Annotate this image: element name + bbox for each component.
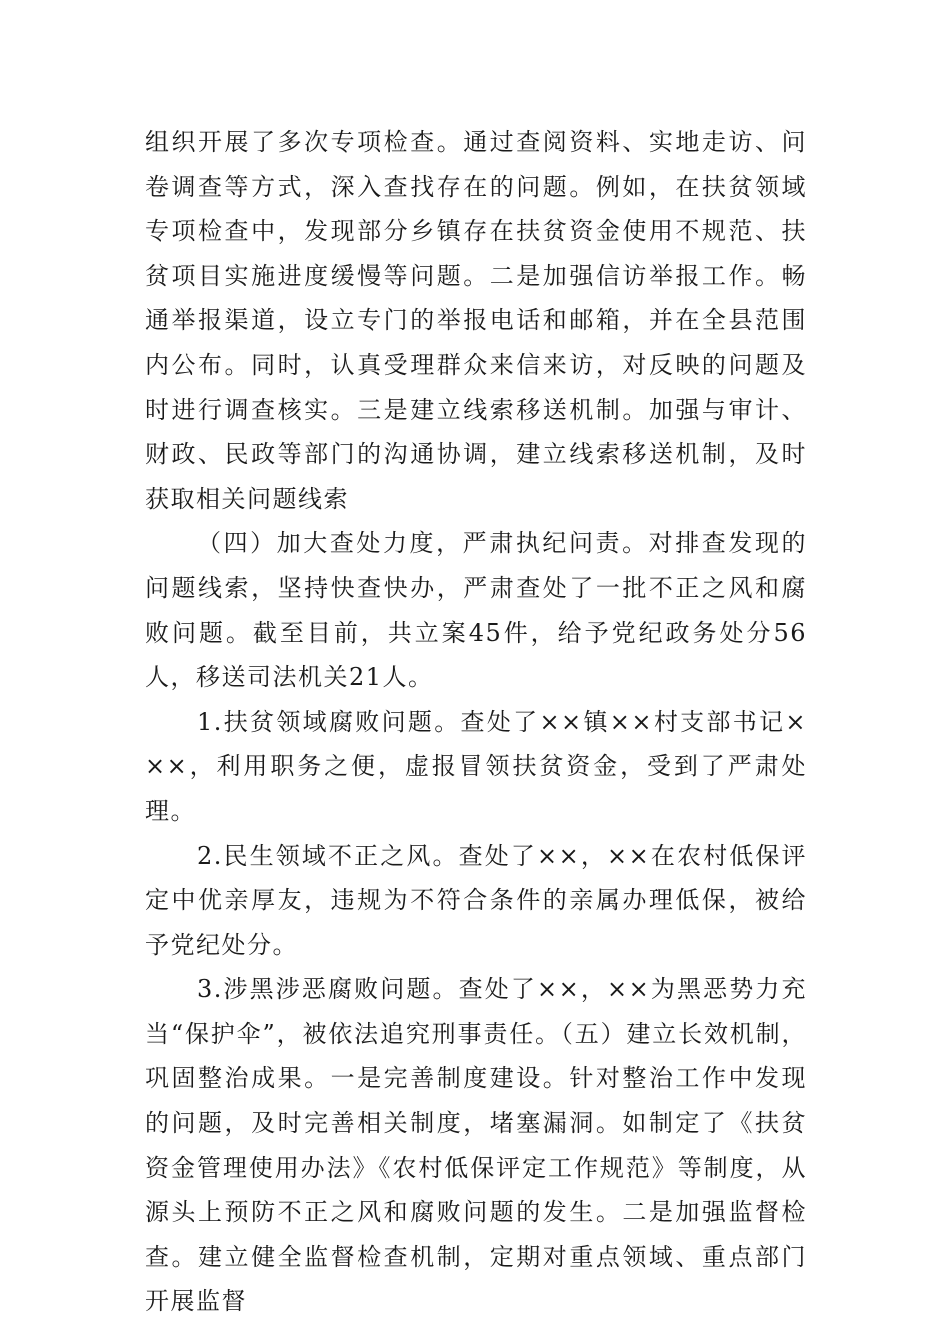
paragraph-item-1: 1.扶贫领域腐败问题。查处了××镇××村支部书记×××，利用职务之便，虚报冒领扶贫资金，受到了严肃处理。	[145, 707, 807, 825]
paragraph-section-four: （四）加大查处力度，严肃执纪问责。对排查发现的问题线索，坚持快查快办，严肃查处了一批不正之风和腐败问题。截至目前，共立案45件，给予党纪政务处分56人，移送司法机关21人。	[145, 529, 807, 692]
paragraph-item-2: 2.民生领域不正之风。查处了××，××在农村低保评定中优亲厚友，违规为不符合条件的亲属办理低保，被给予党纪处分。	[145, 841, 807, 959]
paragraph-item-3: 3.涉黑涉恶腐败问题。查处了××，××为黑恶势力充当“保护伞”，被依法追究刑事责任。（五）建立长效机制，巩固整治成果。一是完善制度建设。针对整治工作中发现的问题，及时完善相关制度，堵塞漏洞。如制定了《扶贫资金管理使用办法》《农村低保评定工作规范》等制度，从源头上预防不正之风和腐败问题的发生。二是加强监督检查。建立健全监督检查机制，定期对重点领域、重点部门开展监督	[145, 975, 807, 1316]
document-page	[145, 120, 807, 1324]
paragraph-inspection: 组织开展了多次专项检查。通过查阅资料、实地走访、问卷调查等方式，深入查找存在的问题。例如，在扶贫领域专项检查中，发现部分乡镇存在扶贫资金使用不规范、扶贫项目实施进度缓慢等问题。二是加强信访举报工作。畅通举报渠道，设立专门的举报电话和邮箱，并在全县范围内公布。同时，认真受理群众来信来访，对反映的问题及时进行调查核实。三是建立线索移送机制。加强与审计、财政、民政等部门的沟通协调，建立线索移送机制，及时获取相关问题线索	[145, 128, 807, 513]
